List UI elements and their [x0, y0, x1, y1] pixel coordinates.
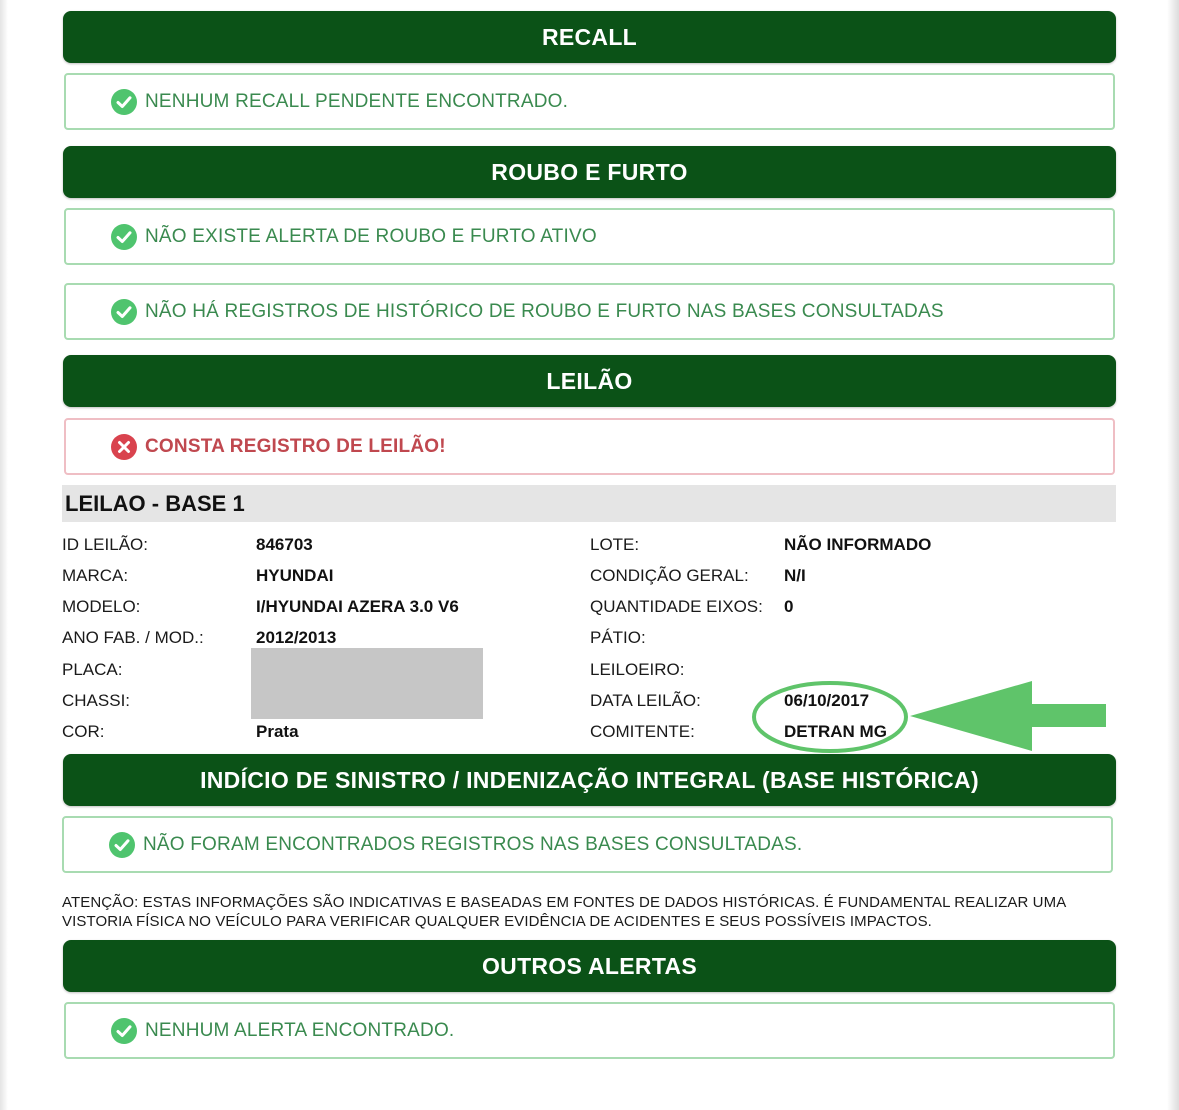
- field-value-condicao: N/I: [784, 566, 806, 585]
- field-value-ano: 2012/2013: [256, 628, 337, 647]
- field-label-chassi: CHASSI:: [62, 691, 131, 710]
- field-value-eixos: 0: [784, 597, 794, 616]
- field-value-data-leilao: 06/10/2017: [784, 691, 870, 710]
- leilao-title: LEILÃO: [546, 367, 633, 394]
- recall-title: RECALL: [541, 23, 638, 50]
- sinistro-header: [63, 754, 1116, 806]
- field-label-condicao: CONDIÇÃO GERAL:: [590, 566, 749, 585]
- roubo-history-text: NÃO HÁ REGISTROS DE HISTÓRICO DE ROUBO E FURTO NAS BASES CONSULTADAS: [145, 300, 944, 322]
- field-value-lote: NÃO INFORMADO: [784, 535, 932, 554]
- check-circle-icon: [110, 1017, 138, 1045]
- annotation-arrow-icon: [910, 681, 1106, 751]
- field-value-cor: Prata: [256, 722, 299, 741]
- field-label-marca: MARCA:: [62, 566, 129, 585]
- field-label-leiloeiro: LEILOEIRO:: [590, 660, 685, 679]
- field-label-lote: LOTE:: [590, 535, 640, 554]
- outros-alertas-title: OUTROS ALERTAS: [481, 952, 698, 979]
- field-label-modelo: MODELO:: [62, 597, 141, 616]
- field-label-ano: ANO FAB. / MOD.:: [62, 628, 204, 647]
- outros-alertas-text: NENHUM ALERTA ENCONTRADO.: [145, 1019, 455, 1041]
- sinistro-status-box: [62, 816, 1113, 873]
- sinistro-status-text: NÃO FORAM ENCONTRADOS REGISTROS NAS BASES CONSULTADAS.: [143, 833, 803, 855]
- leilao-alert-text: CONSTA REGISTRO DE LEILÃO!: [145, 435, 446, 457]
- notice-text: ATENÇÃO: ESTAS INFORMAÇÕES SÃO INDICATIVAS E BASEADAS EM FONTES DE DADOS HISTÓRICAS. É FUNDAMENTAL REALIZAR UMA VISTORIA FÍSICA NO VEÍCULO PARA VERIFICAR QUALQUER EVIDÊNCIA DE ACIDENTES E SEUS POSSÍVEIS IMPACTOS.: [62, 894, 1066, 930]
- field-label-id-leilao: ID LEILÃO:: [62, 535, 148, 554]
- field-label-comitente: COMITENTE:: [590, 722, 695, 741]
- field-value-modelo: I/HYUNDAI AZERA 3.0 V6: [256, 597, 459, 616]
- field-value-comitente: DETRAN MG: [784, 722, 887, 741]
- roubo-furto-title: ROUBO E FURTO: [491, 158, 688, 185]
- field-label-patio: PÁTIO:: [590, 628, 646, 647]
- field-value-id-leilao: 846703: [256, 535, 313, 554]
- outros-alertas-header: [63, 940, 1116, 992]
- recall-status-text: NENHUM RECALL PENDENTE ENCONTRADO.: [145, 90, 569, 112]
- field-label-eixos: QUANTIDADE EIXOS:: [590, 597, 763, 616]
- field-value-marca: HYUNDAI: [256, 566, 334, 585]
- field-label-cor: COR:: [62, 722, 105, 741]
- check-circle-icon: [108, 831, 136, 859]
- leilao-base-title-text: LEILAO - BASE 1: [65, 490, 245, 516]
- annotation-circle: [754, 683, 906, 751]
- field-label-data-leilao: DATA LEILÃO:: [590, 691, 701, 710]
- field-label-placa: PLACA:: [62, 660, 123, 679]
- roubo-alert-text: NÃO EXISTE ALERTA DE ROUBO E FURTO ATIVO: [145, 225, 597, 247]
- outros-alertas-box: [64, 1002, 1115, 1059]
- sinistro-title: INDÍCIO DE SINISTRO / INDENIZAÇÃO INTEGRAL (BASE HISTÓRICA): [200, 766, 979, 793]
